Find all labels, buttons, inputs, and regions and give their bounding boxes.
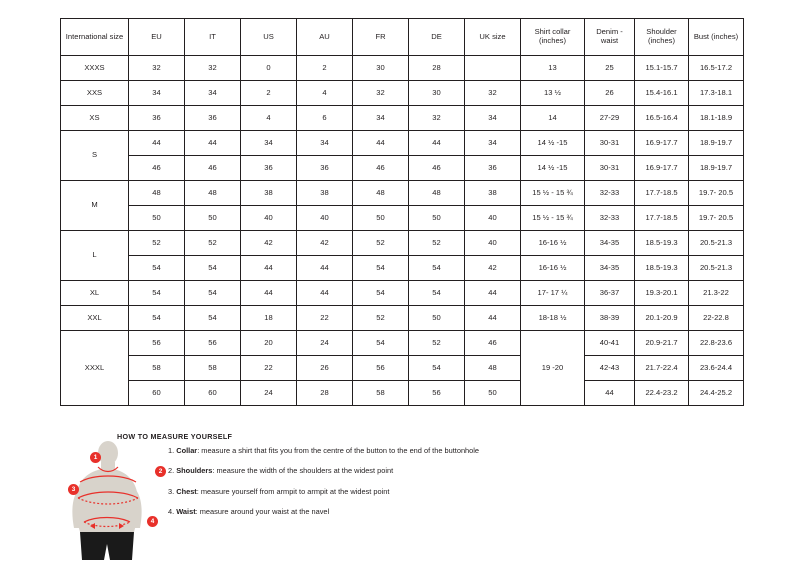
cell-us: 0	[241, 56, 297, 81]
cell-shoulder: 17.7-18.5	[635, 181, 689, 206]
cell-au: 6	[297, 106, 353, 131]
cell-bust: 20.5-21.3	[689, 231, 744, 256]
cell-eu: 54	[129, 306, 185, 331]
table-row	[61, 331, 744, 356]
cell-fr: 52	[353, 231, 409, 256]
cell-denim-waist: 44	[585, 381, 635, 406]
cell-fr: 54	[353, 256, 409, 281]
table-row	[61, 131, 744, 156]
cell-fr: 58	[353, 381, 409, 406]
body-measurement-diagram	[60, 440, 170, 566]
diagram-badge-4: 4	[147, 516, 158, 527]
cell-us: 24	[241, 381, 297, 406]
cell-eu: 54	[129, 256, 185, 281]
cell-shirt-collar: 13	[521, 56, 585, 81]
cell-denim-waist: 40-41	[585, 331, 635, 356]
cell-denim-waist: 36-37	[585, 281, 635, 306]
cell-shirt-collar: 16-16 ½	[521, 231, 585, 256]
cell-international-size: XL	[61, 281, 129, 306]
cell-de: 46	[409, 156, 465, 181]
cell-it: 46	[185, 156, 241, 181]
cell-au: 44	[297, 281, 353, 306]
cell-us: 36	[241, 156, 297, 181]
cell-eu: 60	[129, 381, 185, 406]
cell-it: 48	[185, 181, 241, 206]
cell-bust: 20.5-21.3	[689, 256, 744, 281]
cell-eu: 54	[129, 281, 185, 306]
table-row	[61, 56, 744, 81]
cell-bust: 22-22.8	[689, 306, 744, 331]
cell-uk-size	[465, 56, 521, 81]
cell-us: 44	[241, 256, 297, 281]
cell-us: 20	[241, 331, 297, 356]
cell-shoulder: 17.7-18.5	[635, 206, 689, 231]
cell-eu: 52	[129, 231, 185, 256]
cell-uk-size: 32	[465, 81, 521, 106]
cell-uk-size: 42	[465, 256, 521, 281]
cell-shoulder: 15.4-16.1	[635, 81, 689, 106]
measure-item-text: : measure yourself from armpit to armpit at the widest point	[196, 486, 390, 496]
cell-au: 26	[297, 356, 353, 381]
cell-it: 60	[185, 381, 241, 406]
cell-international-size: XXS	[61, 81, 129, 106]
cell-bust: 21.3-22	[689, 281, 744, 306]
cell-eu: 50	[129, 206, 185, 231]
cell-us: 34	[241, 131, 297, 156]
cell-denim-waist: 34-35	[585, 256, 635, 281]
cell-us: 2	[241, 81, 297, 106]
cell-international-size: S	[61, 131, 129, 181]
cell-international-size: M	[61, 181, 129, 231]
column-header-shirt-collar: Shirt collar (inches)	[521, 19, 585, 56]
cell-de: 28	[409, 56, 465, 81]
table-row	[61, 381, 744, 406]
cell-us: 44	[241, 281, 297, 306]
table-header-row	[61, 19, 744, 56]
list-item	[168, 467, 668, 476]
cell-it: 52	[185, 231, 241, 256]
column-header-it: IT	[185, 19, 241, 56]
cell-it: 54	[185, 281, 241, 306]
cell-de: 44	[409, 131, 465, 156]
how-to-measure-heading: HOW TO MEASURE YOURSELF	[117, 432, 233, 441]
cell-eu: 36	[129, 106, 185, 131]
cell-shoulder: 20.1-20.9	[635, 306, 689, 331]
measure-item-number: 3.	[168, 486, 175, 496]
cell-denim-waist: 32-33	[585, 181, 635, 206]
cell-au: 22	[297, 306, 353, 331]
column-header-uk-size: UK size	[465, 19, 521, 56]
cell-eu: 44	[129, 131, 185, 156]
cell-de: 54	[409, 356, 465, 381]
column-header-eu: EU	[129, 19, 185, 56]
cell-denim-waist: 30-31	[585, 131, 635, 156]
cell-shoulder: 18.5-19.3	[635, 256, 689, 281]
cell-shoulder: 20.9-21.7	[635, 331, 689, 356]
cell-shoulder: 22.4-23.2	[635, 381, 689, 406]
cell-shoulder: 16.5-16.4	[635, 106, 689, 131]
cell-shoulder: 16.9-17.7	[635, 156, 689, 181]
cell-uk-size: 50	[465, 381, 521, 406]
cell-eu: 34	[129, 81, 185, 106]
cell-fr: 56	[353, 356, 409, 381]
cell-eu: 48	[129, 181, 185, 206]
cell-fr: 54	[353, 331, 409, 356]
measure-item-number: 4.	[168, 507, 175, 517]
table-row	[61, 306, 744, 331]
cell-us: 22	[241, 356, 297, 381]
cell-bust: 19.7- 20.5	[689, 206, 744, 231]
measure-item-number: 1.	[168, 446, 175, 455]
cell-us: 38	[241, 181, 297, 206]
size-chart-table	[60, 18, 744, 406]
measure-item-term: Collar	[176, 446, 198, 455]
cell-it: 56	[185, 331, 241, 356]
cell-shirt-collar: 16-16 ½	[521, 256, 585, 281]
measure-item-text: : measure around your waist at the navel	[195, 507, 330, 517]
table-row	[61, 156, 744, 181]
cell-shirt-collar: 14 ½ -15	[521, 156, 585, 181]
cell-international-size: XXL	[61, 306, 129, 331]
cell-bust: 24.4-25.2	[689, 381, 744, 406]
measure-item-term: Shoulders	[176, 466, 213, 476]
cell-uk-size: 40	[465, 206, 521, 231]
cell-uk-size: 34	[465, 106, 521, 131]
cell-shoulder: 21.7-22.4	[635, 356, 689, 381]
cell-shirt-collar: 15 ½ - 15 ¾	[521, 181, 585, 206]
cell-it: 36	[185, 106, 241, 131]
cell-fr: 46	[353, 156, 409, 181]
cell-de: 48	[409, 181, 465, 206]
cell-au: 2	[297, 56, 353, 81]
cell-shirt-collar: 14	[521, 106, 585, 131]
measure-item-term: Chest	[176, 486, 197, 496]
cell-uk-size: 36	[465, 156, 521, 181]
cell-au: 38	[297, 181, 353, 206]
cell-fr: 52	[353, 306, 409, 331]
cell-shirt-collar: 17- 17 ¼	[521, 281, 585, 306]
cell-shirt-collar: 18-18 ½	[521, 306, 585, 331]
table-row	[61, 356, 744, 381]
cell-shirt-collar: 13 ½	[521, 81, 585, 106]
cell-bust: 18.1-18.9	[689, 106, 744, 131]
cell-bust: 19.7- 20.5	[689, 181, 744, 206]
cell-bust: 18.9-19.7	[689, 131, 744, 156]
cell-au: 4	[297, 81, 353, 106]
measure-item-text: : measure a shirt that fits you from the centre of the button to the end of the buttonhole	[197, 446, 480, 455]
table-body	[61, 56, 744, 406]
cell-denim-waist: 32-33	[585, 206, 635, 231]
cell-au: 40	[297, 206, 353, 231]
cell-bust: 18.9-19.7	[689, 156, 744, 181]
cell-uk-size: 40	[465, 231, 521, 256]
cell-uk-size: 34	[465, 131, 521, 156]
cell-fr: 30	[353, 56, 409, 81]
measure-item-term: Waist	[176, 507, 196, 517]
cell-au: 44	[297, 256, 353, 281]
cell-us: 18	[241, 306, 297, 331]
table-row	[61, 231, 744, 256]
cell-shirt-collar: 19 -20	[521, 331, 585, 406]
list-item	[168, 508, 668, 517]
cell-uk-size: 48	[465, 356, 521, 381]
cell-shoulder: 18.5-19.3	[635, 231, 689, 256]
cell-denim-waist: 34-35	[585, 231, 635, 256]
column-header-us: US	[241, 19, 297, 56]
cell-de: 52	[409, 331, 465, 356]
cell-it: 34	[185, 81, 241, 106]
cell-shirt-collar: 15 ½ - 15 ¾	[521, 206, 585, 231]
cell-us: 40	[241, 206, 297, 231]
column-header-bust: Bust (inches)	[689, 19, 744, 56]
cell-fr: 34	[353, 106, 409, 131]
cell-au: 34	[297, 131, 353, 156]
measure-instructions-list	[168, 447, 668, 529]
column-header-denim-waist: Denim - waist	[585, 19, 635, 56]
cell-au: 42	[297, 231, 353, 256]
cell-denim-waist: 26	[585, 81, 635, 106]
list-item	[168, 447, 668, 456]
diagram-badge-1: 1	[90, 452, 101, 463]
cell-shirt-collar: 14 ½ -15	[521, 131, 585, 156]
table-row	[61, 81, 744, 106]
torso-figure-icon	[60, 440, 170, 566]
cell-bust: 22.8-23.6	[689, 331, 744, 356]
cell-bust: 16.5-17.2	[689, 56, 744, 81]
diagram-badge-2: 2	[155, 466, 166, 477]
cell-uk-size: 44	[465, 306, 521, 331]
cell-denim-waist: 38-39	[585, 306, 635, 331]
cell-bust: 17.3-18.1	[689, 81, 744, 106]
cell-au: 24	[297, 331, 353, 356]
diagram-badge-3: 3	[68, 484, 79, 495]
table-row	[61, 281, 744, 306]
cell-denim-waist: 25	[585, 56, 635, 81]
cell-it: 54	[185, 306, 241, 331]
column-header-de: DE	[409, 19, 465, 56]
table-row	[61, 106, 744, 131]
cell-fr: 50	[353, 206, 409, 231]
cell-fr: 48	[353, 181, 409, 206]
table-row	[61, 256, 744, 281]
cell-it: 44	[185, 131, 241, 156]
cell-de: 52	[409, 231, 465, 256]
size-chart-table-container	[60, 18, 739, 406]
cell-fr: 32	[353, 81, 409, 106]
cell-it: 32	[185, 56, 241, 81]
column-header-au: AU	[297, 19, 353, 56]
cell-us: 4	[241, 106, 297, 131]
cell-de: 30	[409, 81, 465, 106]
cell-fr: 54	[353, 281, 409, 306]
column-header-shoulder: Shoulder (inches)	[635, 19, 689, 56]
cell-eu: 58	[129, 356, 185, 381]
cell-it: 58	[185, 356, 241, 381]
column-header-fr: FR	[353, 19, 409, 56]
cell-uk-size: 38	[465, 181, 521, 206]
cell-de: 50	[409, 306, 465, 331]
cell-denim-waist: 30-31	[585, 156, 635, 181]
cell-us: 42	[241, 231, 297, 256]
list-item	[168, 488, 668, 497]
cell-fr: 44	[353, 131, 409, 156]
measure-item-number: 2.	[168, 466, 175, 476]
cell-de: 32	[409, 106, 465, 131]
cell-it: 50	[185, 206, 241, 231]
cell-eu: 46	[129, 156, 185, 181]
cell-shoulder: 15.1-15.7	[635, 56, 689, 81]
cell-au: 36	[297, 156, 353, 181]
table-row	[61, 206, 744, 231]
cell-de: 54	[409, 281, 465, 306]
measure-item-text: : measure the width of the shoulders at the widest point	[212, 466, 394, 476]
table-row	[61, 181, 744, 206]
column-header-international-size: International size	[61, 19, 129, 56]
cell-denim-waist: 27-29	[585, 106, 635, 131]
cell-denim-waist: 42-43	[585, 356, 635, 381]
cell-de: 54	[409, 256, 465, 281]
cell-international-size: XXXL	[61, 331, 129, 406]
cell-international-size: XS	[61, 106, 129, 131]
cell-uk-size: 46	[465, 331, 521, 356]
cell-it: 54	[185, 256, 241, 281]
cell-au: 28	[297, 381, 353, 406]
cell-eu: 56	[129, 331, 185, 356]
cell-international-size: L	[61, 231, 129, 281]
cell-bust: 23.6-24.4	[689, 356, 744, 381]
cell-eu: 32	[129, 56, 185, 81]
cell-uk-size: 44	[465, 281, 521, 306]
cell-international-size: XXXS	[61, 56, 129, 81]
cell-de: 56	[409, 381, 465, 406]
cell-shoulder: 16.9-17.7	[635, 131, 689, 156]
cell-de: 50	[409, 206, 465, 231]
cell-shoulder: 19.3-20.1	[635, 281, 689, 306]
